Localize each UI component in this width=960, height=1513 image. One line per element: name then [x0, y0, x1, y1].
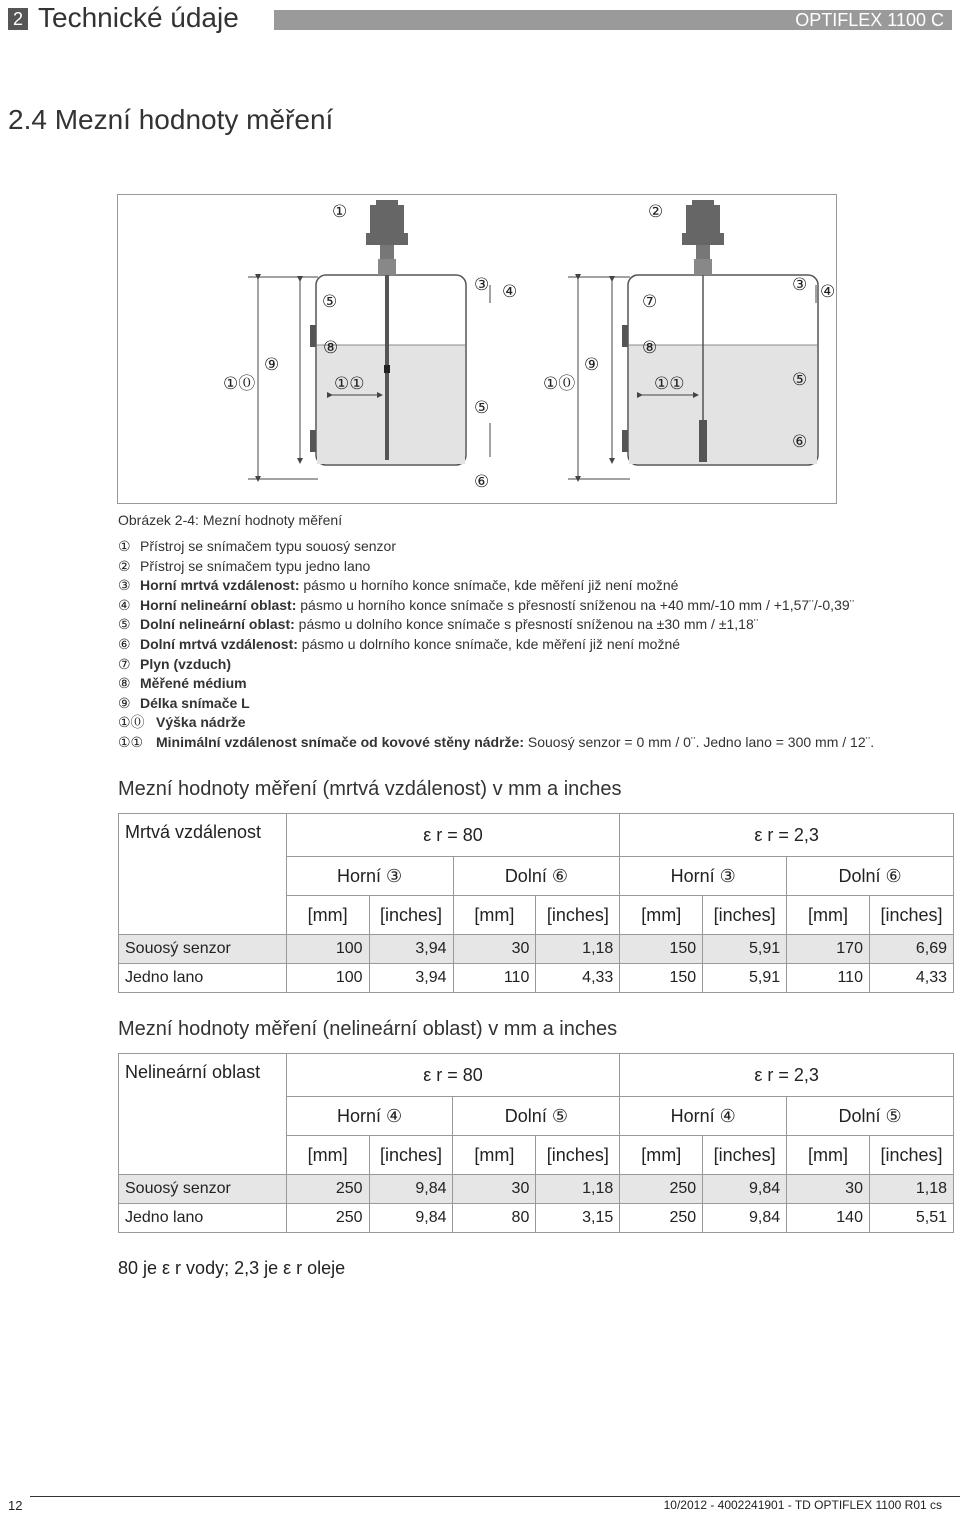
table-cell: 9,84 — [369, 1204, 453, 1233]
page-footer — [0, 1496, 960, 1512]
table1-pos-3: Horní ③ — [620, 857, 787, 896]
table1-unit: [mm] — [620, 896, 703, 935]
table2-unit: [mm] — [787, 1136, 870, 1175]
marker-2: ② — [648, 202, 664, 222]
legend-item — [118, 713, 958, 733]
table2-unit: [inches] — [869, 1136, 953, 1175]
legend-item — [118, 733, 958, 753]
legend-marker: ④ — [118, 596, 131, 613]
right-tank — [568, 200, 818, 479]
table2-unit: [mm] — [453, 1136, 536, 1175]
legend-marker: ③ — [118, 577, 131, 594]
table-cell: 3,15 — [536, 1204, 620, 1233]
table-cell: 110 — [453, 964, 536, 993]
product-name: OPTIFLEX 1100 C — [795, 10, 944, 30]
row-label: Jedno lano — [119, 964, 287, 993]
table-cell: 6,69 — [869, 935, 953, 964]
left-tank — [248, 200, 490, 479]
marker-3-left: ③ — [474, 275, 490, 295]
legend-item — [118, 635, 958, 655]
legend-item — [118, 694, 958, 714]
table-cell: 9,84 — [703, 1204, 787, 1233]
table2-unit: [inches] — [703, 1136, 787, 1175]
table-cell: 9,84 — [703, 1175, 787, 1204]
marker-11-left: ①① — [334, 374, 365, 394]
table-row — [119, 1204, 954, 1233]
legend-marker: ①⓪ — [118, 714, 145, 731]
table-cell: 30 — [787, 1175, 870, 1204]
table1-eps-2-3: ε r = 2,3 — [620, 814, 954, 857]
section-title: Technické údaje — [38, 2, 239, 33]
table-cell: 5,91 — [703, 935, 787, 964]
legend-term: Výška nádrže — [156, 714, 246, 731]
marker-6-left: ⑥ — [474, 472, 490, 492]
legend-item — [118, 576, 958, 596]
table-cell: 250 — [286, 1204, 369, 1233]
legend-item — [118, 615, 958, 635]
table1-pos-2: Dolní ⑥ — [453, 857, 620, 896]
legend-marker: ⑧ — [118, 675, 131, 692]
legend-item — [118, 557, 958, 577]
table-row — [119, 1175, 954, 1204]
legend-marker: ⑨ — [118, 694, 131, 711]
table1-unit: [inches] — [536, 896, 620, 935]
marker-10-right: ①⓪ — [543, 374, 576, 394]
table-cell: 100 — [286, 935, 369, 964]
table1-unit: [mm] — [286, 896, 369, 935]
marker-8-right: ⑧ — [642, 338, 658, 358]
row-label: Souosý senzor — [119, 935, 287, 964]
table2-eps-2-3: ε r = 2,3 — [620, 1054, 954, 1097]
permittivity-note: 80 je ε r vody; 2,3 je ε r oleje — [118, 1258, 346, 1278]
legend-item — [118, 596, 958, 616]
table-cell: 30 — [453, 1175, 536, 1204]
legend-text: pásmo u dolrního konce snímače, kde měření již není možné — [297, 635, 681, 652]
marker-5-left: ⑤ — [474, 398, 490, 418]
marker-8-left: ⑧ — [323, 338, 339, 358]
marker-10-left: ①⓪ — [223, 374, 256, 394]
dead-zone-table — [118, 813, 954, 993]
page-heading: 2.4 Mezní hodnoty měření — [8, 104, 334, 135]
measuring-limits-figure — [117, 194, 837, 504]
table2-title: Mezní hodnoty měření (nelineární oblast) v mm a inches — [118, 1018, 618, 1040]
table-cell: 5,51 — [869, 1204, 953, 1233]
legend-term: Dolní mrtvá vzdálenost: — [140, 635, 298, 652]
table-cell: 250 — [620, 1204, 703, 1233]
legend-text: pásmo u horního konce snímače, kde měření již není možné — [299, 577, 679, 594]
marker-7: ⑦ — [642, 292, 658, 312]
table-cell: 140 — [787, 1204, 870, 1233]
table1-pos-4: Dolní ⑥ — [787, 857, 954, 896]
table-cell: 4,33 — [536, 964, 620, 993]
marker-6-right: ⑥ — [792, 432, 808, 452]
document-reference: 10/2012 - 4002241901 - TD OPTIFLEX 1100 R01 cs — [663, 1498, 942, 1512]
legend-term: Měřené médium — [140, 675, 247, 692]
table-cell: 100 — [286, 964, 369, 993]
page-number: 12 — [8, 1498, 23, 1513]
legend-term: Horní nelineární oblast: — [140, 596, 297, 613]
footer-rule — [30, 1496, 960, 1497]
table-cell: 30 — [453, 935, 536, 964]
marker-9-left: ⑨ — [264, 355, 280, 375]
table-cell: 1,18 — [536, 935, 620, 964]
marker-3-right: ③ — [792, 275, 808, 295]
table1-unit: [inches] — [703, 896, 787, 935]
table2-unit: [inches] — [536, 1136, 620, 1175]
marker-9-right: ⑨ — [584, 355, 600, 375]
table1-title: Mezní hodnoty měření (mrtvá vzdálenost) v mm a inches — [118, 778, 622, 800]
marker-1: ① — [332, 202, 348, 222]
table-cell: 1,18 — [869, 1175, 953, 1204]
nonlinear-zone-table — [118, 1053, 954, 1233]
table2-pos-1: Horní ④ — [286, 1097, 453, 1136]
row-label: Souosý senzor — [119, 1175, 287, 1204]
legend-marker: ⑥ — [118, 635, 131, 652]
table2-corner: Nelineární oblast — [119, 1054, 287, 1175]
legend-item — [118, 537, 958, 557]
table-cell: 80 — [453, 1204, 536, 1233]
table-cell: 3,94 — [369, 935, 453, 964]
legend-marker: ⑦ — [118, 655, 131, 672]
figure-caption: Obrázek 2-4: Mezní hodnoty měření — [118, 512, 343, 528]
table-row — [119, 964, 954, 993]
legend-marker: ② — [118, 557, 131, 574]
table-cell: 250 — [286, 1175, 369, 1204]
table-cell: 1,18 — [536, 1175, 620, 1204]
row-label: Jedno lano — [119, 1204, 287, 1233]
table1-unit: [inches] — [369, 896, 453, 935]
table2-unit: [mm] — [620, 1136, 703, 1175]
tank-diagram — [118, 195, 838, 505]
section-number: 2 — [8, 8, 28, 30]
legend-marker: ⑤ — [118, 616, 131, 633]
table2-eps-80: ε r = 80 — [286, 1054, 620, 1097]
legend-marker: ① — [118, 538, 131, 554]
table-cell: 150 — [620, 964, 703, 993]
legend-text: Přístroj se snímačem typu jedno lano — [140, 557, 371, 574]
table2-pos-4: Dolní ⑤ — [787, 1097, 954, 1136]
table1-corner: Mrtvá vzdálenost — [119, 814, 287, 935]
table1-pos-1: Horní ③ — [286, 857, 453, 896]
table2-pos-2: Dolní ⑤ — [453, 1097, 620, 1136]
table-cell: 250 — [620, 1175, 703, 1204]
marker-5-right: ⑤ — [792, 370, 808, 390]
legend-term: Horní mrtvá vzdálenost: — [140, 577, 300, 594]
table-row — [119, 935, 954, 964]
figure-legend — [118, 537, 958, 753]
marker-5-top-left: ⑤ — [322, 292, 338, 312]
legend-term: Minimální vzdálenost snímače od kovové stěny nádrže: — [156, 733, 524, 750]
table-cell: 4,33 — [869, 964, 953, 993]
legend-marker: ①① — [118, 733, 144, 750]
table-cell: 110 — [787, 964, 870, 993]
table-cell: 9,84 — [369, 1175, 453, 1204]
table1-unit: [mm] — [453, 896, 536, 935]
legend-item — [118, 674, 958, 694]
legend-item — [118, 655, 958, 675]
page-header — [8, 2, 952, 33]
table1-unit: [inches] — [869, 896, 953, 935]
table2-pos-3: Horní ④ — [620, 1097, 787, 1136]
marker-4-left: ④ — [502, 282, 518, 302]
marker-4-right: ④ — [820, 282, 836, 302]
table-cell: 150 — [620, 935, 703, 964]
table1-unit: [mm] — [787, 896, 870, 935]
table2-unit: [inches] — [369, 1136, 453, 1175]
legend-term: Délka snímače L — [140, 694, 250, 711]
legend-term: Dolní nelineární oblast: — [140, 616, 295, 633]
legend-text: Souosý senzor = 0 mm / 0¨. Jedno lano = 300 mm / 12¨. — [524, 733, 875, 750]
legend-text: Přístroj se snímačem typu souosý senzor — [140, 538, 396, 554]
table-cell: 5,91 — [703, 964, 787, 993]
table-cell: 170 — [787, 935, 870, 964]
legend-term: Plyn (vzduch) — [140, 655, 232, 672]
marker-11-right: ①① — [654, 374, 685, 394]
legend-text: pásmo u horního konce snímače s přesností sníženou na +40 mm/-10 mm / +1,57¨/-0,39¨ — [296, 596, 855, 613]
table1-eps-80: ε r = 80 — [286, 814, 620, 857]
table-cell: 3,94 — [369, 964, 453, 993]
table2-unit: [mm] — [286, 1136, 369, 1175]
legend-text: pásmo u dolního konce snímače s přesností sníženou na ±30 mm / ±1,18¨ — [294, 616, 759, 633]
